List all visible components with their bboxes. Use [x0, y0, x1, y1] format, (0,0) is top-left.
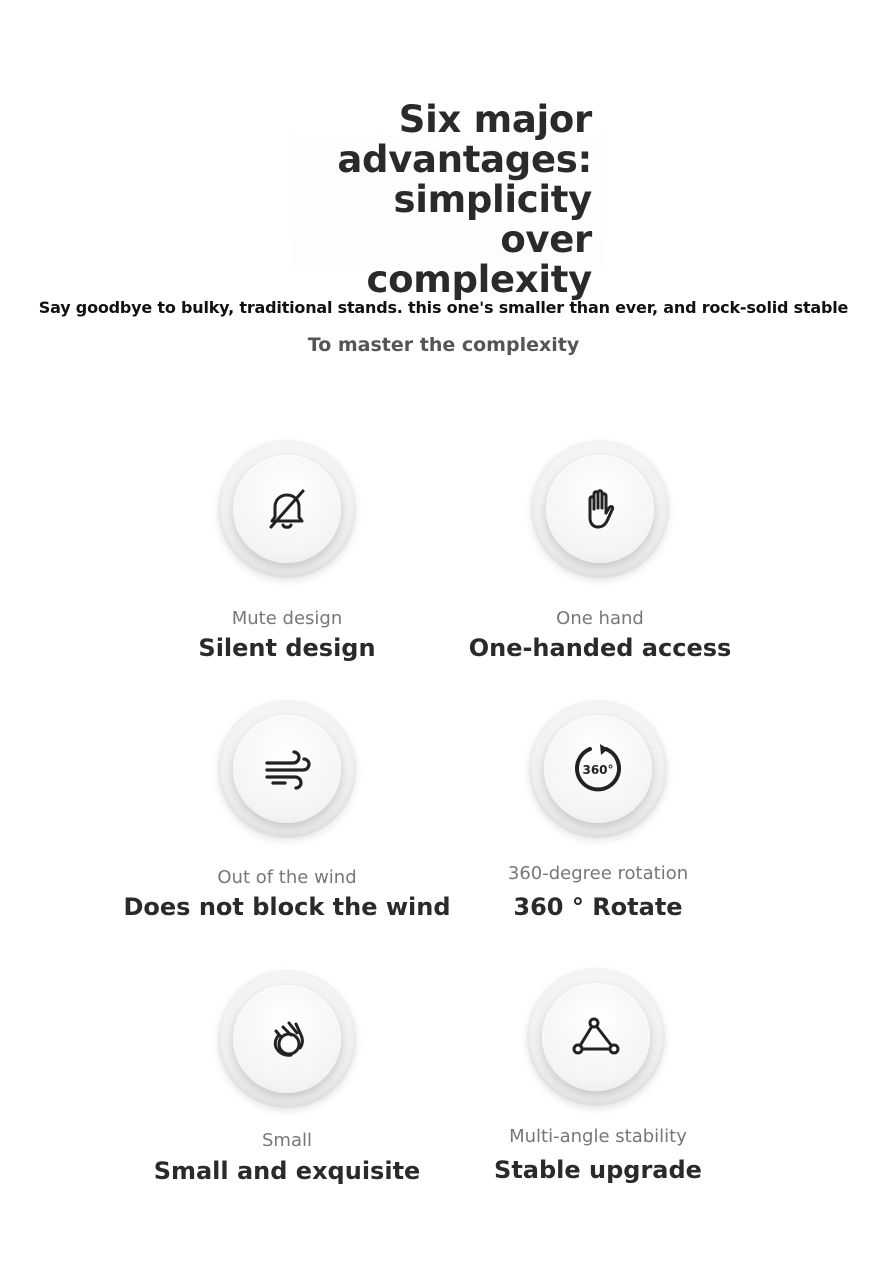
- hand-icon: [572, 481, 628, 537]
- feature-rotate: [418, 700, 778, 930]
- icon-badge: [529, 700, 667, 838]
- icon-badge: [218, 440, 356, 578]
- icon-badge: [531, 440, 669, 578]
- ok-hand-icon: [259, 1011, 315, 1067]
- feature-silent-design: [107, 440, 467, 670]
- feature-subtitle: Multi-angle stability: [509, 1126, 687, 1147]
- feature-subtitle: One hand: [556, 608, 644, 629]
- page-title: [292, 100, 592, 300]
- icon-badge: [218, 970, 356, 1108]
- section-subtitle: To master the complexity: [307, 334, 580, 356]
- feature-subtitle: Mute design: [231, 608, 343, 629]
- title-line: simplicity over: [393, 178, 592, 261]
- title-line: complexity: [366, 258, 592, 301]
- feature-subtitle: Out of the wind: [217, 867, 357, 888]
- feature-small: [107, 970, 467, 1200]
- triangle-nodes-icon: [568, 1009, 624, 1065]
- feature-title: Stable upgrade: [494, 1156, 702, 1184]
- mute-bell-icon: [259, 481, 315, 537]
- title-line: Six major: [398, 98, 592, 141]
- heading-block: [292, 96, 604, 301]
- feature-title: Silent design: [198, 634, 376, 662]
- icon-badge: [218, 700, 356, 838]
- feature-wind: [107, 700, 467, 930]
- feature-one-handed-access: [420, 440, 780, 670]
- tagline: Say goodbye to bulky, traditional stands. this one's smaller than ever, and rock-solid stable: [38, 298, 849, 317]
- rotate-360-label: 360°: [582, 763, 614, 777]
- rotate-360-icon: [570, 741, 626, 797]
- feature-stable: [418, 968, 778, 1198]
- icon-badge: [527, 968, 665, 1106]
- title-line: advantages:: [337, 138, 592, 181]
- feature-subtitle: Small: [262, 1130, 312, 1151]
- wind-icon: [259, 741, 315, 797]
- feature-subtitle: 360-degree rotation: [507, 863, 689, 884]
- feature-title: Small and exquisite: [153, 1157, 421, 1185]
- feature-title: Does not block the wind: [123, 893, 451, 921]
- feature-title: One-handed access: [468, 634, 732, 662]
- feature-title: 360 ° Rotate: [513, 893, 683, 921]
